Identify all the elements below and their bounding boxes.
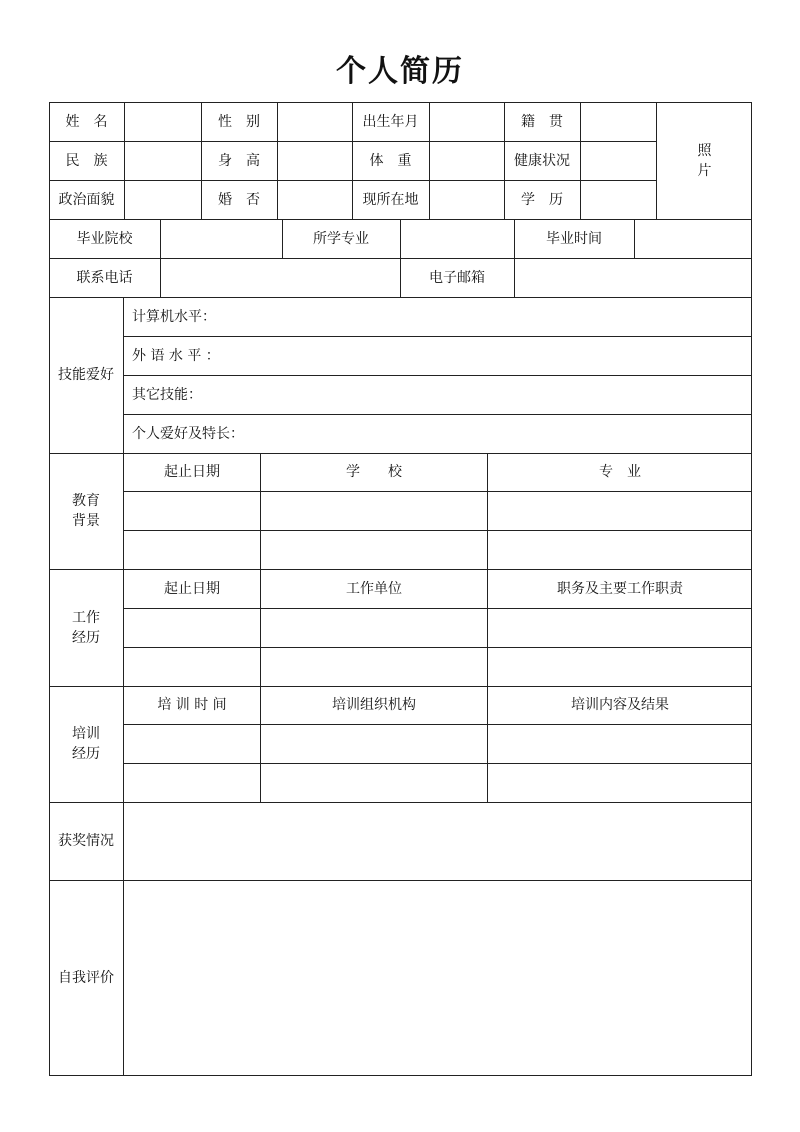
native-place-field[interactable] (581, 102, 656, 141)
edu-cell[interactable] (488, 492, 751, 530)
edu-header-date: 起止日期 (164, 464, 220, 480)
label-ethnicity: 民 族 (65, 152, 108, 169)
border-bottom (49, 1075, 752, 1076)
work-cell[interactable] (261, 648, 487, 686)
label-native-place: 籍 贯 (521, 113, 563, 130)
work-cell[interactable] (488, 609, 751, 647)
section-training-line1: 培训 (72, 726, 100, 742)
political-field[interactable] (125, 180, 201, 219)
section-skills: 技能爱好 (58, 367, 114, 383)
training-header-result: 培训内容及结果 (571, 697, 669, 713)
section-education-line2: 背景 (72, 513, 100, 529)
work-cell[interactable] (124, 609, 260, 647)
section-training-line2: 经历 (72, 746, 100, 762)
marital-field[interactable] (278, 180, 352, 219)
label-gender: 性 别 (218, 113, 260, 130)
training-cell[interactable] (261, 725, 487, 763)
label-birth: 出生年月 (362, 113, 419, 130)
label-political: 政治面貌 (58, 191, 115, 208)
self-evaluation-field[interactable] (124, 881, 751, 1075)
edu-cell[interactable] (488, 531, 751, 569)
work-cell[interactable] (124, 648, 260, 686)
label-major: 所学专业 (313, 230, 369, 247)
work-header-duty: 职务及主要工作职责 (557, 580, 683, 597)
email-field[interactable] (515, 258, 752, 297)
hobbies-field[interactable]: 个人爱好及特长： (132, 425, 244, 442)
other-skills-field[interactable]: 其它技能： (132, 386, 202, 403)
label-email: 电子邮箱 (429, 269, 485, 286)
health-field[interactable] (581, 141, 656, 180)
work-cell[interactable] (488, 648, 751, 686)
name-field[interactable] (125, 102, 201, 141)
major-field[interactable] (401, 219, 514, 258)
residence-field[interactable] (430, 180, 504, 219)
edu-cell[interactable] (124, 492, 260, 530)
computer-level-field[interactable]: 计算机水平： (132, 308, 216, 325)
weight-field[interactable] (430, 141, 504, 180)
birth-field[interactable] (430, 102, 504, 141)
label-phone: 联系电话 (76, 269, 133, 286)
section-training (49, 686, 123, 802)
training-cell[interactable] (124, 725, 260, 763)
language-level-field[interactable]: 外 语 水 平 ： (132, 347, 220, 364)
ethnicity-field[interactable] (125, 141, 201, 180)
section-awards: 获奖情况 (58, 833, 114, 849)
label-weight: 体 重 (369, 152, 412, 169)
section-work-line2: 经历 (72, 629, 100, 646)
training-cell[interactable] (261, 764, 487, 802)
section-education-line1: 教育 (72, 493, 100, 509)
label-education: 学 历 (521, 191, 563, 208)
training-cell[interactable] (124, 764, 260, 802)
label-graduate-school: 毕业院校 (76, 230, 133, 247)
label-height: 身 高 (218, 152, 260, 169)
section-education (49, 453, 123, 569)
photo-box[interactable] (657, 102, 752, 219)
edu-header-major: 专 业 (599, 464, 641, 480)
section-work (49, 569, 123, 686)
training-header-time: 培 训 时 间 (157, 697, 227, 713)
edu-cell[interactable] (124, 531, 260, 569)
height-field[interactable] (278, 141, 352, 180)
edu-cell[interactable] (261, 492, 487, 530)
edu-cell[interactable] (261, 531, 487, 569)
graduation-time-field[interactable] (635, 219, 752, 258)
work-cell[interactable] (261, 609, 487, 647)
work-header-date: 起止日期 (164, 580, 220, 597)
label-residence: 现所在地 (362, 191, 419, 208)
resume-form (49, 102, 752, 1076)
photo-label-1: 照 (697, 142, 712, 159)
awards-field[interactable] (124, 803, 751, 880)
edu-header-school: 学 校 (346, 464, 402, 480)
page-title: 个人简历 (336, 54, 464, 89)
gender-field[interactable] (278, 102, 352, 141)
phone-field[interactable] (161, 258, 400, 297)
section-self-evaluation: 自我评价 (58, 969, 114, 986)
label-graduation-time: 毕业时间 (546, 230, 602, 247)
label-health: 健康状况 (514, 152, 570, 169)
label-marital: 婚 否 (218, 191, 260, 208)
label-name: 姓 名 (65, 113, 108, 130)
training-cell[interactable] (488, 764, 751, 802)
section-work-line1: 工作 (72, 609, 100, 626)
education-field[interactable] (581, 180, 656, 219)
work-header-company: 工作单位 (346, 580, 402, 597)
training-header-org: 培训组织机构 (332, 697, 416, 713)
photo-label-2: 片 (697, 162, 712, 179)
graduate-school-field[interactable] (161, 219, 282, 258)
training-cell[interactable] (488, 725, 751, 763)
